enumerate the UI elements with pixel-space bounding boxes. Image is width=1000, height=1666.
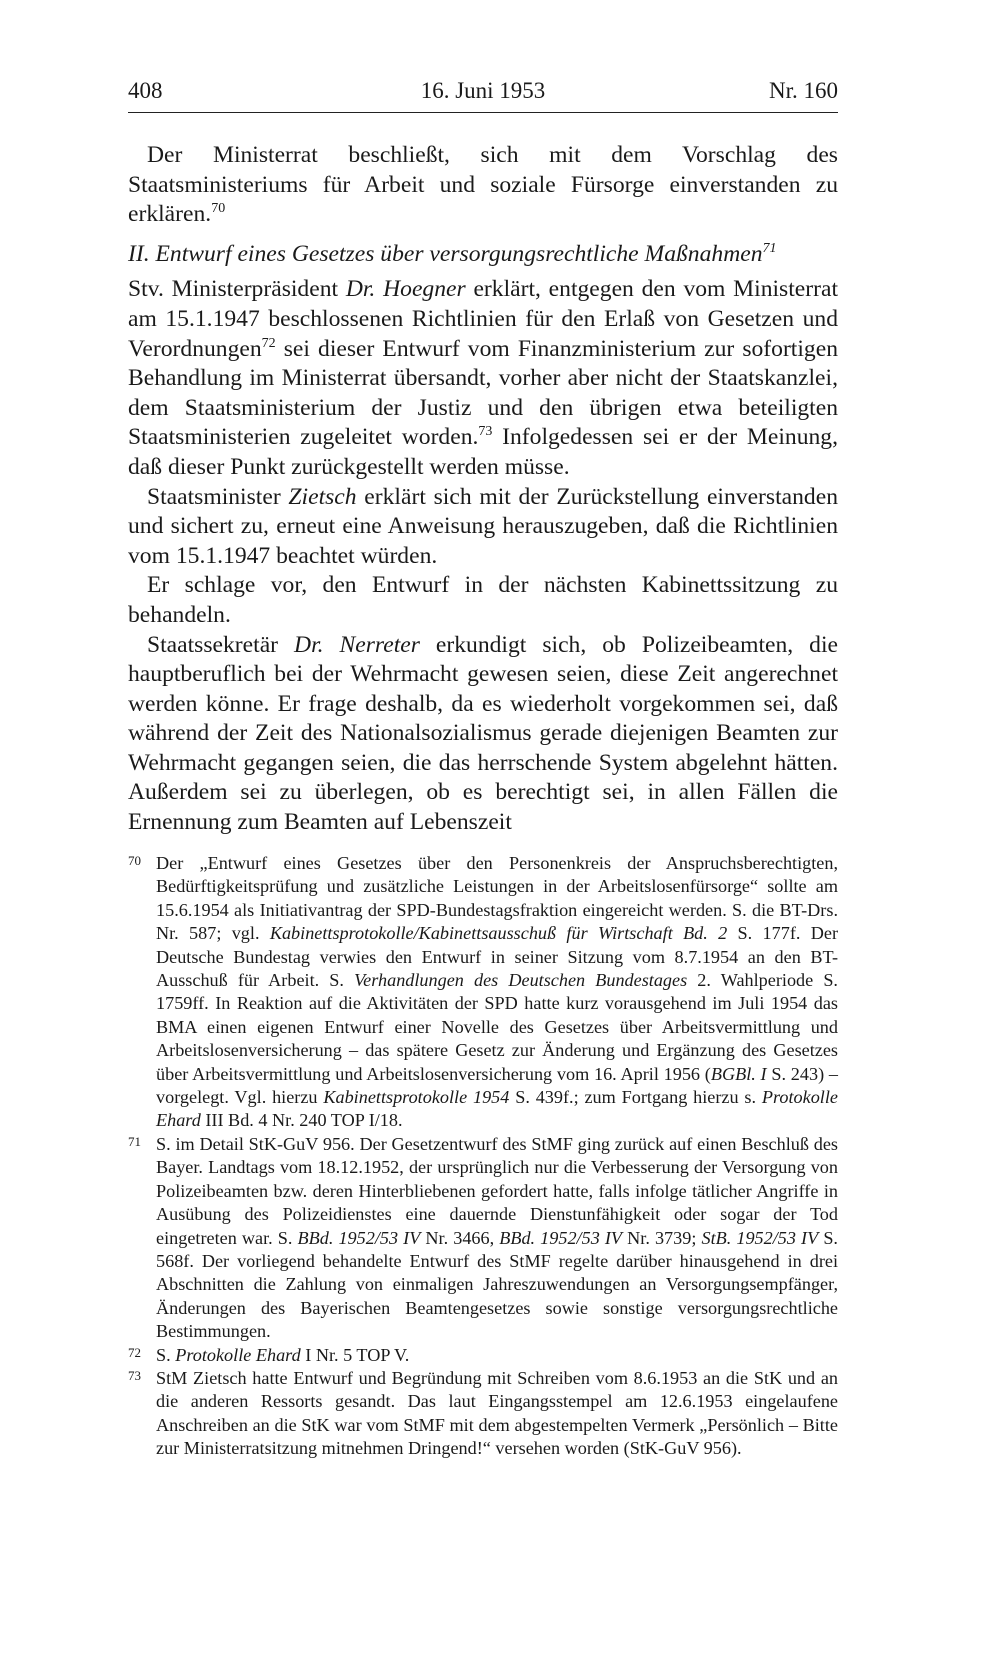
footnote-number: 71	[128, 1133, 141, 1149]
footnote-ref[interactable]: 71	[762, 240, 777, 256]
paragraph-hoegner: Stv. Ministerpräsident Dr. Hoegner erklärt, entgegen den vom Ministerrat am 15.1.1947 beschlossenen Richtlinien für den Erlaß von Gesetzen und Verordnungen$^{72}$ sei dieser Entwurf vom Finanzministerium zur sofortigen Behandlung im Ministerrat übersandt, vorher aber nicht der Staatskanzlei, dem Staatsministerium der Justiz und den übrigen etwa beteiligten Staatsministerien zugeleitet worden.$^{73}$ Infolgedessen sei er der Meinung, daß dieser Punkt zurückgestellt werden müsse.	[128, 276, 838, 480]
paragraph-nerreter: Staatssekretär Dr. Nerreter erkundigt sich, ob Polizeibeamten, die hauptberuflich bei der Wehrmacht gewesen seien, diese Zeit angerechnet werden könne. Er frage deshalb, da es wiederholt vorgekommen sei, daß während der Zeit des Nationalsozialismus gerade diejenigen Beamten zur Wehrmacht gegangen seien, die das herrschende System abgelehnt hätten. Außerdem sei zu überlegen, ob es berechtigt sei, in allen Fällen die Ernennung zum Beamten auf Lebenszeit	[128, 631, 839, 836]
citation-title: Verhandlungen des Deutschen Bundestages	[354, 970, 688, 991]
citation-title: Protokolle Ehard	[175, 1344, 301, 1365]
footnote-71	[128, 1133, 838, 1344]
paragraph-resolution: Der Ministerrat beschließt, sich mit dem Vorschlag des Staatsministeriums für Arbeit und soziale Fürsorge einverstanden zu erklären.$^{70}$	[128, 142, 838, 228]
citation-title: BGBl. I	[710, 1063, 767, 1084]
footnote-text: StM Zietsch hatte Entwurf und Begründung mit Schreiben vom 8.6.1953 an die StK und an die anderen Ressorts gesandt. Das laut Eingangsstempel am 12.6.1953 eingelaufene Anschreiben an die StK war vom StMF mit dem abgestempelten Vermerk „Persönlich – Bitte zur Ministerratsitzung mitnehmen Dringend!“ versehen worden (StK-GuV 956).	[156, 1367, 838, 1459]
footnote-text: Nr. 3739;	[622, 1227, 702, 1248]
paragraph-zietsch: Staatsminister Zietsch erklärt sich mit der Zurückstellung einverstanden und sichert zu, erneut eine Anweisung herauszugeben, daß die Richtlinien vom 15.1.1947 beachtet würden.	[128, 483, 838, 569]
footnote-72	[128, 1344, 838, 1367]
citation-title: Protokolle Ehard	[156, 1087, 838, 1131]
footnote-text: S.	[156, 1344, 176, 1365]
footnote-text: S. 439f.; zum Fortgang hierzu s.	[509, 1087, 762, 1108]
person-name: Dr. Nerreter	[294, 631, 420, 658]
paragraph-proposal: Er schlage vor, den Entwurf in der nächsten Kabinettssitzung zu behandeln.	[128, 572, 838, 628]
citation-title: Kabinettsprotokolle/Kabinettsausschuß für Wirtschaft Bd. 2	[269, 923, 728, 944]
page-number: 408	[128, 78, 163, 103]
citation-title: StB. 1952/53 IV	[701, 1227, 819, 1248]
footnote-text: III Bd. 4 Nr. 240 TOP I/18.	[200, 1110, 403, 1131]
footnote-ref[interactable]: 72	[261, 335, 276, 351]
citation-title: Kabinettsprotokolle 1954	[323, 1087, 510, 1108]
footnote-number: 72	[128, 1344, 141, 1360]
main-text	[128, 141, 838, 838]
person-name: Zietsch	[288, 483, 357, 510]
footnote-number: 70	[128, 853, 141, 868]
footnote-ref[interactable]: 73	[478, 424, 493, 440]
footnote-number: 73	[128, 1367, 141, 1383]
footnote-text: 2. Wahlperiode S. 1759ff. In Reaktion auf die Aktivitäten der SPD hatte kurz vorausgehend im Juli 1954 das BMA einen eigenen Entwurf einer Novelle des Gesetzes über Arbeitsvermittlung und Arbeitslosenversicherung – das spätere Gesetz zur Änderung und Ergänzung des Gesetzes über Arbeitsvermittlung und Arbeitslosenversicherung vom 16. April 1956 (	[156, 970, 838, 1084]
footnote-text: S. 243) – vorgelegt. Vgl. hierzu	[156, 1063, 839, 1108]
running-header	[128, 78, 838, 113]
footnote-ref[interactable]: 70	[211, 201, 226, 217]
person-name: Dr. Hoegner	[345, 276, 466, 303]
citation-title: BBd. 1952/53 IV	[297, 1227, 421, 1248]
footnote-70	[128, 852, 838, 1133]
footnote-text: S. im Detail StK-GuV 956. Der Gesetzentwurf des StMF ging zurück auf einen Beschluß des Bayer. Landtags vom 18.12.1952, der ursprünglich nur die Verbesserung der Versorgung von Polizeibeamten bzw. deren Hinterbliebenen gefordert hatte, falls infolge tätlicher Angriffe in Ausübung des Polizeidienstes eine dauernde Dienstunfähigkeit oder sogar der Tod eingetreten war. S.	[156, 1133, 838, 1248]
citation-title: BBd. 1952/53 IV	[499, 1227, 623, 1248]
footnote-text: S. 177f. Der Deutsche Bundestag verwies den Entwurf in seiner Sitzung vom 8.7.1954 an den BT-Ausschuß für Arbeit. S.	[156, 923, 839, 991]
document-page	[128, 78, 838, 838]
footnote-73	[128, 1367, 838, 1461]
footnotes	[128, 852, 838, 1461]
footnote-text: Der „Entwurf eines Gesetzes über den Personenkreis der Anspruchsberechtigten, Bedürftigkeitsprüfung und zusätzliche Leistungen in der Arbeitslosenfürsorge“ sollte am 15.6.1954 als Initiativantrag der SPD-Bundestagsfraktion eingereicht werden. S. die BT-Drs. Nr. 587; vgl.	[156, 853, 838, 944]
header-date: 16. Juni 1953	[420, 78, 546, 103]
footnote-text: S. 568f. Der vorliegend behandelte Entwurf des StMF regelte darüber hinausgehend in drei Abschnitten die Zahlung von einmaligen Jahreszuwendungen an Versorgungsempfänger, Änderungen des Bayerischen Beamtengesetzes sowie sonstige versorgungsrechtliche Bestimmungen.	[156, 1227, 838, 1342]
agenda-heading: II. Entwurf eines Gesetzes über versorgungsrechtliche Maßnahmen$^{71}$	[128, 240, 777, 267]
footnote-text: Nr. 3466,	[420, 1227, 500, 1248]
document-number: Nr. 160	[769, 78, 838, 103]
footnote-text: I Nr. 5 TOP V.	[300, 1344, 410, 1365]
